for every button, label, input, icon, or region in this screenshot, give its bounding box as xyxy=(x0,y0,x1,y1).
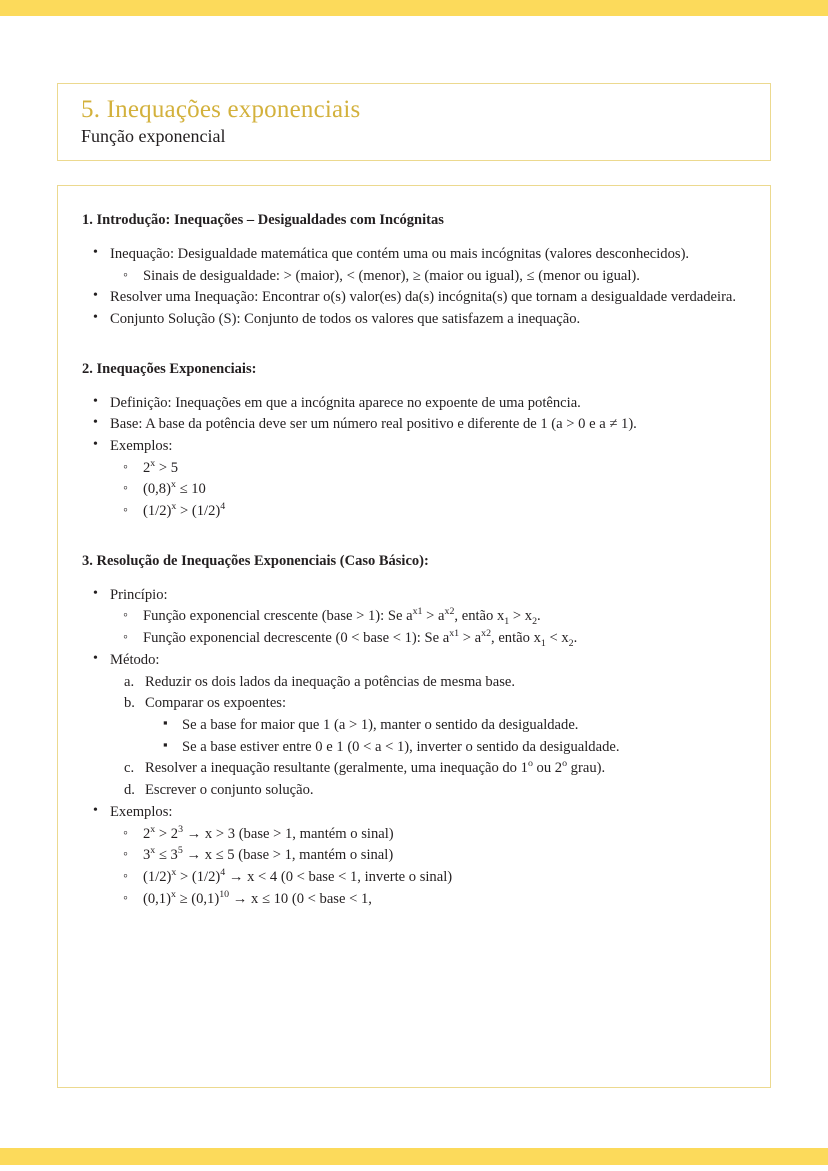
sub-list-item xyxy=(110,266,748,287)
sub-list-item-text: $3^x \le 3^5 \to x \le 5$ (base > 1, mantém o sinal) xyxy=(143,845,394,864)
list-item-text: Método: xyxy=(110,651,160,668)
sub-list-item-text: $(0,8)^x \le 10$ xyxy=(143,479,206,498)
document-content-box xyxy=(57,185,771,1088)
page-subtitle: Função exponencial xyxy=(81,126,226,146)
section-heading: 1. Introdução: Inequações – Desigualdades com Incógnitas xyxy=(82,212,444,228)
sub-list-item xyxy=(110,628,748,649)
sub-list-item-text: $(1/2)^x > (1/2)^4$ xyxy=(143,501,226,520)
lettered-list-item-text: Reduzir os dois lados da inequação a potências de mesma base. xyxy=(145,673,515,690)
lettered-list-marker: a. xyxy=(124,673,135,690)
lettered-list-item-text: Resolver a inequação resultante (geralmente, uma inequação do 1$^o$ ou 2$^o$ grau). xyxy=(145,758,606,777)
lettered-list xyxy=(110,672,748,801)
lettered-list-marker: d. xyxy=(124,782,135,799)
document-header-box xyxy=(57,83,771,161)
list-item xyxy=(82,436,748,522)
lettered-list-item xyxy=(110,672,748,693)
list-item xyxy=(82,650,748,801)
sub-list-item-text: Função exponencial decrescente (0 < base < 1): Se $a^{x1} > a^{x2}$, então $x_1 < x_2$. xyxy=(143,628,578,650)
list-item-text: Conjunto Solução (S): Conjunto de todos os valores que satisfazem a inequação. xyxy=(110,311,581,327)
list-item xyxy=(82,244,748,286)
square-list-item-text: Se a base estiver entre 0 e 1 (0 < a < 1), inverter o sentido da desigualdade. xyxy=(182,738,620,755)
list-item xyxy=(82,309,748,330)
sub-list-item xyxy=(110,867,748,888)
document-page xyxy=(0,16,828,1148)
list-item-text: Base: A base da potência deve ser um número real positivo e diferente de 1 (a > 0 e a ≠ 1). xyxy=(110,416,637,433)
lettered-list-marker: c. xyxy=(124,760,135,777)
sub-list-item-text: $2^x > 2^3 \to x > 3$ (base > 1, mantém o sinal) xyxy=(143,823,394,842)
lettered-list-item-text: Escrever o conjunto solução. xyxy=(145,782,314,799)
list-item-text: Exemplos: xyxy=(110,803,173,820)
sub-list-item-text: Sinais de desigualdade: > (maior), < (menor), ≥ (maior ou igual), ≤ (menor ou igual). xyxy=(143,267,640,284)
sub-list-item-text: $(1/2)^x > (1/2)^4 \to x < 4$ (0 < base < 1, inverte o sinal) xyxy=(143,867,453,886)
sections-container xyxy=(82,211,748,910)
list-item-text: Exemplos: xyxy=(110,438,173,454)
sub-list-item xyxy=(110,824,748,845)
square-bullet-list xyxy=(145,715,748,757)
square-list-item xyxy=(145,715,748,736)
sub-list-item xyxy=(110,479,748,500)
sub-bullet-list xyxy=(110,824,748,910)
sub-list-item xyxy=(110,458,748,479)
list-item xyxy=(82,585,748,649)
list-item xyxy=(82,414,748,435)
list-item-text: Resolver uma Inequação: Encontrar o(s) valor(es) da(s) incógnita(s) que tornam a desigualdade verdadeira. xyxy=(110,289,737,306)
lettered-list-item xyxy=(110,780,748,801)
sub-list-item xyxy=(110,845,748,866)
section-bullet-list xyxy=(82,393,748,522)
list-item-text: Definição: Inequações em que a incógnita aparece no expoente de uma potência. xyxy=(110,394,581,411)
list-item-text: Princípio: xyxy=(110,586,168,603)
sub-list-item xyxy=(110,501,748,522)
section-heading: 2. Inequações Exponenciais: xyxy=(82,360,257,377)
square-list-item xyxy=(145,737,748,758)
list-item xyxy=(82,287,748,308)
list-item xyxy=(82,802,748,910)
sub-list-item xyxy=(110,606,748,627)
bottom-color-band xyxy=(0,1148,828,1165)
section-bullet-list xyxy=(82,585,748,910)
lettered-list-item xyxy=(110,693,748,757)
list-item xyxy=(82,393,748,414)
lettered-list-item xyxy=(110,758,748,779)
sub-list-item-text: $2^x > 5$ xyxy=(143,457,179,476)
top-color-band xyxy=(0,0,828,16)
sub-list-item-text: $(0,1)^x \ge (0,1)^{10} \to x \le 10$ (0 < base < 1, xyxy=(143,888,372,907)
square-list-item-text: Se a base for maior que 1 (a > 1), manter o sentido da desigualdade. xyxy=(182,717,579,734)
sub-bullet-list xyxy=(110,606,748,648)
sub-bullet-list xyxy=(110,266,748,287)
list-item-text: Inequação: Desigualdade matemática que contém uma ou mais incógnitas (valores desconhecidos). xyxy=(110,245,690,262)
sub-bullet-list xyxy=(110,458,748,522)
sub-list-item xyxy=(110,889,748,910)
page-title: 5. Inequações exponenciais xyxy=(81,96,361,123)
lettered-list-marker: b. xyxy=(124,695,135,712)
lettered-list-item-text: Comparar os expoentes: xyxy=(145,695,287,712)
sub-list-item-text: Função exponencial crescente (base > 1): Se $a^{x1} > a^{x2}$, então $x_1 > x_2$. xyxy=(143,606,541,628)
section-bullet-list xyxy=(82,244,748,330)
section-heading: 3. Resolução de Inequações Exponenciais (Caso Básico): xyxy=(82,552,429,569)
